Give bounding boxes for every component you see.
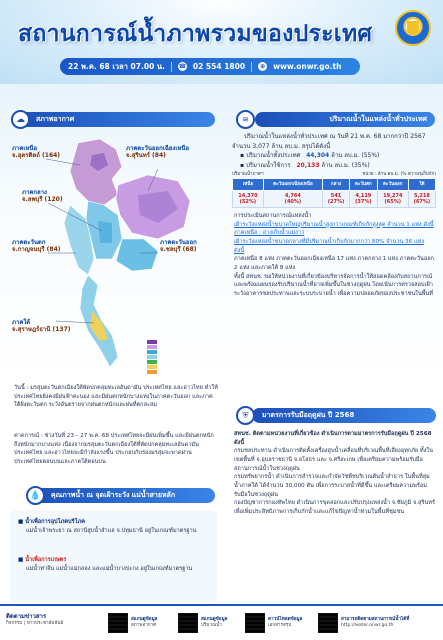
- rain-legend: [147, 340, 173, 375]
- measures-section-header: [252, 408, 436, 423]
- region-label-south: ภาคใต้ จ.สุราษฎร์ธานี (137): [12, 319, 71, 333]
- info-bar: [60, 58, 360, 75]
- footer-water-site[interactable]: สามารถติดตามสถานการณ์น้ำได้ที่ http://water.onwr.go.th: [318, 613, 409, 633]
- map-region-east: [116, 239, 158, 271]
- quality-section-title: คุณภาพน้ำ ณ จุดเฝ้าระวัง แม่น้ำสายหลัก: [51, 491, 176, 499]
- thailand-rain-map: [8, 135, 218, 380]
- reservoir-bullet-total: ▪ ปริมาณน้ำทั้งประเทศ 44,304 ล้าน ลบ.ม. (55%): [240, 152, 380, 160]
- footer: [0, 604, 443, 640]
- reservoir-section-title: ปริมาณน้ำในแหล่งน้ำทั่วประเทศ: [329, 115, 427, 123]
- water-drop-icon: 💧: [26, 486, 45, 505]
- footer-weather-qr[interactable]: สแกนดูข้อมูล สภาพอากาศ: [108, 613, 157, 633]
- region-label-central: ภาคกลาง จ.ลพบุรี (120): [22, 189, 63, 203]
- date-time: 22 พ.ค. 68 เวลา 07.00 น.: [68, 61, 165, 71]
- reservoir-section-header: [255, 112, 435, 127]
- dam-icon: ≋: [236, 110, 255, 129]
- website-link[interactable]: www.onwr.go.th: [273, 62, 342, 71]
- qr-code-icon: [178, 613, 198, 633]
- qr-code-icon: [108, 613, 128, 633]
- weather-section-header: [15, 112, 215, 127]
- qr-code-icon: [245, 613, 265, 633]
- quality-item-1: ■ น้ำเพื่อการอุปโภคบริโภค แม่น้ำเจ้าพระยา ณ สถานีสูบน้ำสำแล จ.ปทุมธานี อยู่ในเกณฑ์มาตรฐาน: [18, 519, 197, 534]
- cloud-icon: ☁: [11, 110, 30, 129]
- region-label-north: ภาคเหนือ จ.อุตรดิตถ์ (164): [12, 145, 61, 159]
- measures-section-title: มาตรการรับมือฤดูฝน ปี 2568: [262, 411, 355, 419]
- reservoir-bullet-usable: ▪ ปริมาณน้ำใช้การ 20,133 ล้าน ลบ.ม. (35%): [240, 161, 370, 169]
- onwr-logo-icon: [395, 10, 431, 46]
- phone-number[interactable]: 02 554 1800: [192, 62, 246, 71]
- measures-text: สทนช. ติดตามหน่วยงานที่เกี่ยวข้อง ดำเนินการตามมาตรการรับมือฤดูฝน ปี 2568 ดังนี้ กรมชลประทาน ดำเนินการติดตั้งเครื่องสูบน้ำเคลื่อนที่บริเวณพื้นที่เสี่ยงอุทกภัย ทั้งในเขตพื้นที่ จ.อุบลราชธานี จ.ยโสธร และ จ.ศรีสะเกษ เพื่อเตรียมความพร้อมรับมือสถานการณ์น้ำในช่วงฤดูฝน กรมทรัพยากรน้ำ ดำเนินการสำรวจและกำจัดวัชพืชบริเวณต้นน้ำลำธาร ในพื้นที่ลุ่มน้ำภาคใต้ ได้จำนวน 30,000 ตัน เพื่อการระบายน้ำที่ดีขึ้น และเตรียมความพร้อมรับมือในช่วงฤดูฝน กองบัญชาการกองทัพไทย ดำเนินการขุดลอกและปรับปรุงแหล่งน้ำ จ.ชัยภูมิ จ.สุรินทร์ เพื่อเพิ่มประสิทธิภาพการเก็บกักน้ำและแก้ไขปัญหาน้ำท่วมในพื้นที่ชุมชน: [234, 431, 436, 515]
- shield-icon: ⛨: [236, 406, 255, 425]
- weather-summary: วันนี้ : มรสุมตะวันตกเฉียงใต้พัดปกคลุมทะเลอันดามัน ประเทศไทย และอ่าวไทย ทำให้ประเทศไทยยังคงมีฝนฟ้าคะนอง และมีฝนตกหนักบางแห่งในภาคตะวันออก และภาคใต้ฝั่งตะวันตก ระวังอันตรายจากฝนตกหนักและฝนที่ตกสะสม: [14, 385, 218, 409]
- table-caption: ปริมาณน้ำภาคฯ หน่วย : ล้าน ลบ.ม. (% ความจุเก็บกัก): [232, 172, 436, 177]
- globe-icon: ⊕: [260, 63, 266, 70]
- footer-download-qr[interactable]: ดาวน์โหลดข้อมูล เอกสารสรุป: [245, 613, 302, 633]
- qr-code-icon: [318, 613, 338, 633]
- footer-news[interactable]: ติดตามข่าวสาร กิจกรรม | ข่าวประชาสัมพันธ์: [6, 613, 64, 627]
- page-title: สถานการณ์น้ำภาพรวมของประเทศ: [18, 21, 373, 47]
- weather-section-title: สภาพอากาศ: [36, 115, 75, 123]
- quality-section-header: [30, 488, 215, 503]
- weather-forecast: คาดการณ์ : ช่วงวันที่ 23 – 27 พ.ค. 68 ประเทศไทยจะมีฝนเพิ่มขึ้น และมีฝนตกหนักถึงหนักมากบางแห่ง เนื่องจากมรสุมตะวันตกเฉียงใต้ที่พัดปกคลุมทะเลอันดามัน ประเทศไทย และอ่าวไทยจะมีกำลังแรงขึ้น ประกอบกับร่องมรสุมจะพาดผ่านประเทศไทยตอนบนและภาคใต้ตอนบน: [14, 433, 214, 465]
- quality-item-2: ■ น้ำเพื่อการเกษตร แม่น้ำท่าจีน แม่น้ำแม่กลอง และแม่น้ำบางปะกง อยู่ในเกณฑ์มาตรฐาน: [18, 557, 193, 572]
- reservoir-summary: ปริมาณน้ำในแหล่งน้ำทั่วประเทศ ณ วันที่ 21 พ.ค. 68 มากกว่าปี 2567 จำนวน 3,077 ล้าน ลบ.ม. สรุปได้ดังนี้ ▪ ปริมาณน้ำทั้งประเทศ 44,304 ล้าน ลบ.ม. (55%) ▪ ปริมาณน้ำใช้การ 20,133 ล้าน ลบ.ม. (35%): [232, 132, 436, 170]
- phone-icon: ☎: [178, 63, 187, 70]
- footer-water-qr[interactable]: สแกนดูข้อมูล ปริมาณน้ำ: [178, 613, 227, 633]
- map-region-north: [70, 139, 122, 205]
- header: [0, 0, 443, 84]
- region-label-east: ภาคตะวันออก จ.ชลบุรี (68): [160, 239, 197, 253]
- map-central-heavy: [98, 221, 112, 243]
- region-label-west: ภาคตะวันตก จ.กาญจนบุรี (84): [12, 239, 61, 253]
- region-label-northeast: ภาคตะวันออกเฉียงเหนือ จ.สุรินทร์ (84): [126, 145, 190, 159]
- quality-box: [10, 510, 217, 602]
- reservoir-table: เหนือ ตะวันออกเฉียงเหนือ กลาง ตะวันตก ตะวันออก ใต้ 14,370 (52%) 4,764 (40%) 541 (27%) 4,119 (37%) 19,274 (65%) 5,218 (67%): [232, 178, 436, 208]
- reservoir-monitoring: การประเมินสถานการณ์แหล่งน้ำ เฝ้าระวังแหล่งน้ำขนาดใหญ่ปริมาณน้ำสูงกว่าเกณฑ์เก็บกักสูงสุด จำนวน 1 แห่ง ดังนี้ ภาคเหนือ : อ่างเก็บน้ำแม่งาว เฝ้าระวังแหล่งน้ำขนาดกลางที่มีปริมาณน้ำเก็บกักมากกว่า 80% จำนวน 36 แห่ง ดังนี้ ภาคเหนือ 8 แห่ง ภาคตะวันออกเฉียงเหนือ 17 แห่ง ภาคกลาง 1 แห่ง ภาคตะวันออก 2 แห่ง และภาคใต้ 8 แห่ง ทั้งนี้ สทนช. ขอให้หน่วยงานที่เกี่ยวข้องบริหารจัดการน้ำให้สอดคล้องกับสถานการณ์ และพร้อมแผนรองรับปริมาณน้ำที่อาจเพิ่มขึ้นในช่วงฤดูฝน โดยเน้นการตรวจสอบเฝ้าระวังอาคารชลประทานและระบบระบายน้ำ เพื่อความปลอดภัยของประชาชนในพื้นที่: [234, 213, 434, 297]
